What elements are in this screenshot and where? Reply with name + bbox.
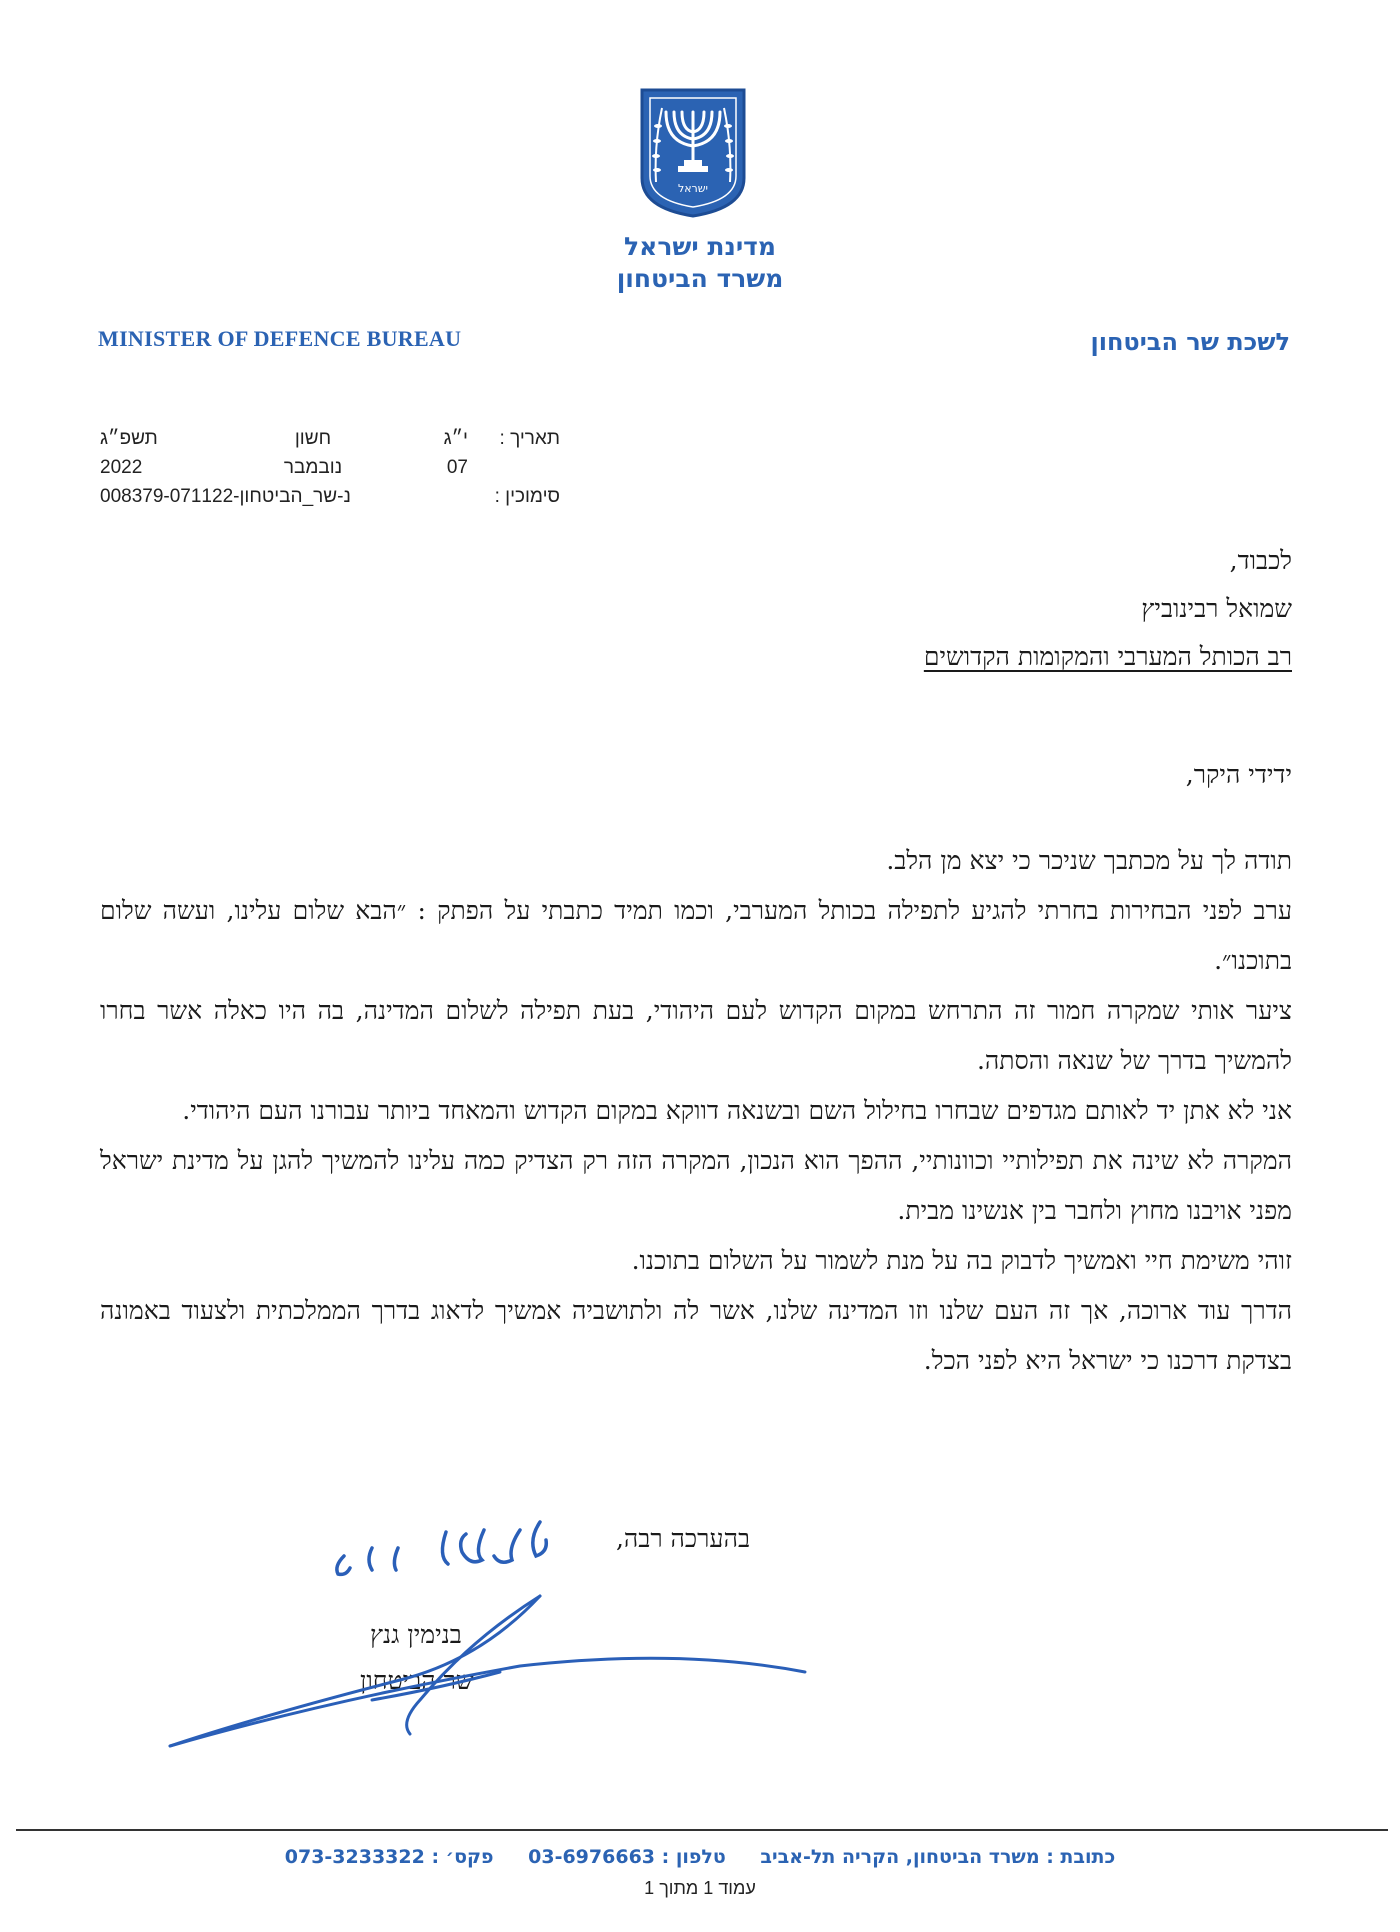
hebrew-month: חשון [294, 427, 332, 449]
letter-metadata [100, 424, 560, 511]
reference-label: סימוכין : [494, 485, 560, 507]
footer-phone: טלפון : 03-6976663 [528, 1846, 726, 1868]
hebrew-day: י״ג [443, 427, 468, 449]
closing: בהערכה רבה, [615, 1524, 750, 1553]
reference-number: נ-שר_הביטחון-008379-071122 [100, 485, 351, 507]
date-label: תאריך : [499, 427, 560, 449]
signatory-name: בנימין גנץ [370, 1620, 462, 1649]
body-paragraph: הדרך עוד ארוכה, אך זה העם שלנו וזו המדינה שלנו, אשר לה ולתושביה אמשיך לדאוג בדרך הממלכתית ולצעוד באמונה בצדקת דרכנו כי ישראל היא לפני הכל. [100, 1296, 1292, 1375]
body-paragraph: ציער אותי שמקרה חמור זה התרחש במקום הקדוש לעם היהודי, בעת תפילה לשלום המדינה, בה היו כאלה אשר בחרו להמשיך בדרך של שנאה והסתה. [100, 996, 1292, 1075]
agency-name-line1: מדינת ישראל [624, 232, 776, 261]
signatory-title: שר הביטחון [360, 1666, 474, 1695]
footer-contact [100, 1846, 1300, 1868]
emblem-label: ישראל [677, 182, 709, 195]
date-hebrew-row [100, 424, 560, 453]
date-gregorian-row [100, 453, 560, 482]
agency-name-line2: משרד הביטחון [616, 264, 784, 293]
body-paragraph: ערב לפני הבחירות בחרתי להגיע לתפילה בכותל המערבי, וכמו תמיד כתבתי על הפתק : ״הבא שלום עלינו, ועשה שלום בתוכנו״. [100, 896, 1292, 975]
gregorian-day: 07 [446, 456, 468, 478]
recipient-name: שמואל רבינוביץ [1141, 594, 1292, 623]
gregorian-month: נובמבר [283, 456, 343, 478]
signature-icon [170, 1596, 805, 1746]
state-emblem-icon [636, 86, 750, 218]
handwritten-note-icon [337, 1522, 546, 1574]
recipient-title: רב הכותל המערבי והמקומות הקדושים [923, 642, 1292, 671]
footer-address: כתובת : משרד הביטחון, הקריה תל-אביב [760, 1846, 1116, 1868]
footer-fax: פקס׳ : 073-3233322 [284, 1846, 494, 1868]
bureau-name-english: MINISTER OF DEFENCE BUREAU [98, 326, 462, 351]
body-paragraph: זוהי משימת חיי ואמשיך לדבוק בה על מנת לשמור על השלום בתוכנו. [631, 1246, 1292, 1275]
recipient-salutation: לכבוד, [1229, 546, 1292, 575]
footer-divider [16, 1829, 1388, 1831]
body-paragraph: המקרה לא שינה את תפילותיי וכוונותיי, ההפך הוא הנכון, המקרה הזה רק הצדיק כמה עלינו להמשיך להגן על מדינת ישראל מפני אויבנו מחוץ ולחבר בין אנשינו מבית. [100, 1146, 1292, 1225]
bureau-name-hebrew: לשכת שר הביטחון [1090, 328, 1290, 356]
body-paragraph: תודה לך על מכתבך שניכר כי יצא מן הלב. [886, 846, 1292, 875]
gregorian-year: 2022 [100, 456, 143, 478]
page-number: עמוד 1 מתוך 1 [644, 1878, 756, 1898]
hebrew-year: תשפ״ג [100, 427, 158, 449]
body-paragraph: אני לא אתן יד לאותם מגדפים שבחרו בחילול השם ובשנאה דווקא במקום הקדוש והמאחד ביותר עבורנו העם היהודי. [182, 1096, 1292, 1125]
letter-body [100, 836, 1292, 1386]
greeting: ידידי היקר, [1185, 760, 1292, 789]
reference-row [100, 482, 560, 511]
